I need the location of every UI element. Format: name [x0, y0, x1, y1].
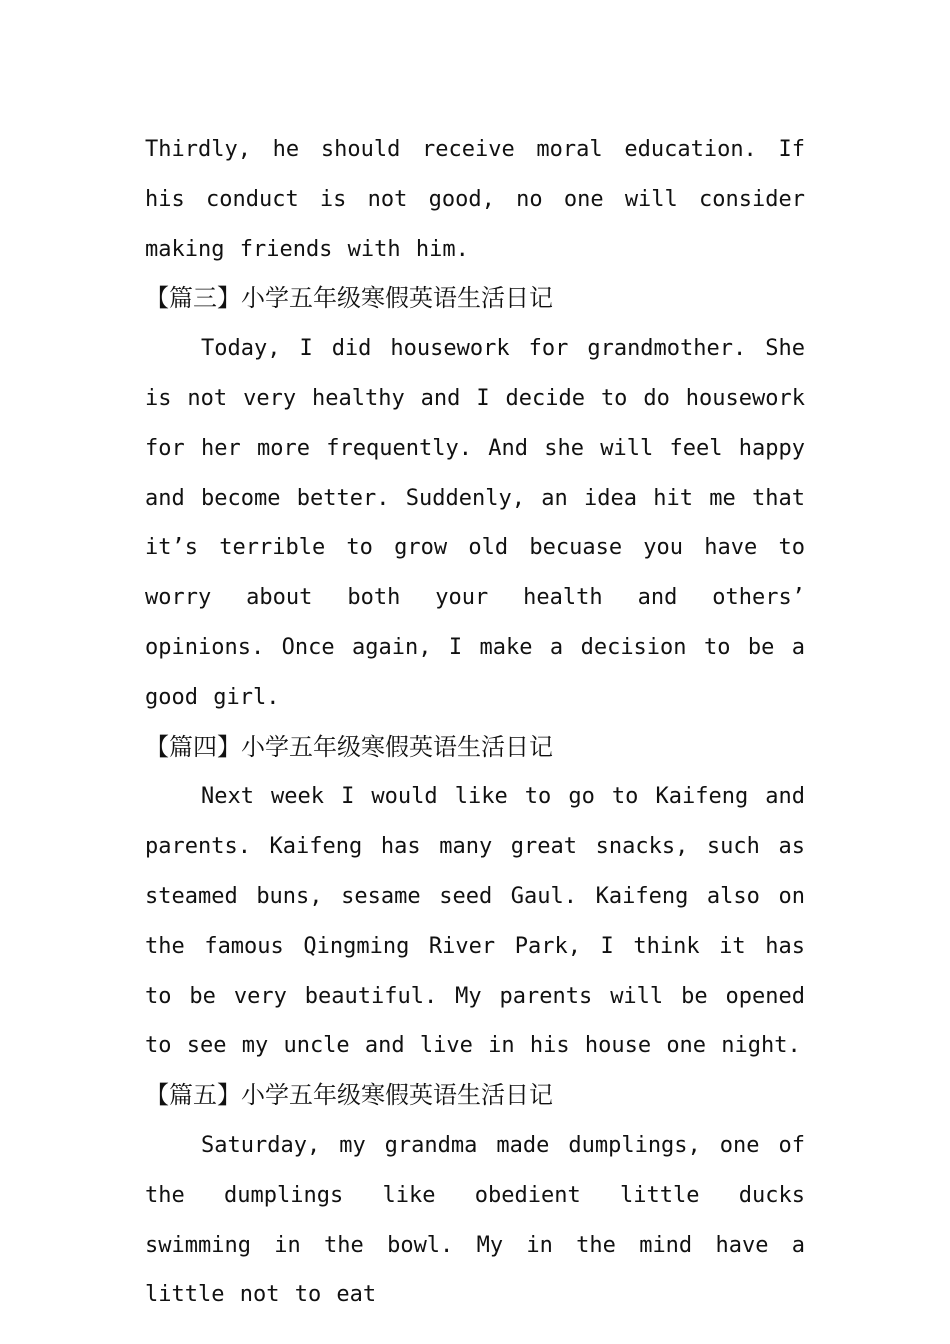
heading-part-three: 【篇三】小学五年级寒假英语生活日记	[145, 284, 553, 313]
paragraph-dumplings: Saturday, my grandma made dumplings, one of the dumplings like obedient little ducks swimming in the bowl. My in the mind have a little not to eat	[145, 1132, 805, 1308]
document-body	[145, 125, 805, 1320]
paragraph-thirdly: Thirdly, he should receive moral education. If his conduct is not good, no one will consider making friends with him.	[145, 137, 805, 262]
paragraph-kaifeng: Next week I would like to go to Kaifeng and parents. Kaifeng has many great snacks, such as steamed buns, sesame seed Gaul. Kaifeng also on the famous Qingming River Park, I think it has to be very beautiful. My parents will be opened to see my uncle and live in his house one night.	[145, 784, 805, 1059]
paragraph-housework: Today, I did housework for grandmother. She is not very healthy and I decide to do housework for her more frequently. And she will feel happy and become better. Suddenly, an idea hit me that it’s terrible to grow old becuase you have to worry about both your health and others’ opinions. Once again, I make a decision to be a good girl.	[145, 336, 805, 710]
heading-part-five: 【篇五】小学五年级寒假英语生活日记	[145, 1081, 553, 1110]
heading-part-four: 【篇四】小学五年级寒假英语生活日记	[145, 732, 553, 761]
